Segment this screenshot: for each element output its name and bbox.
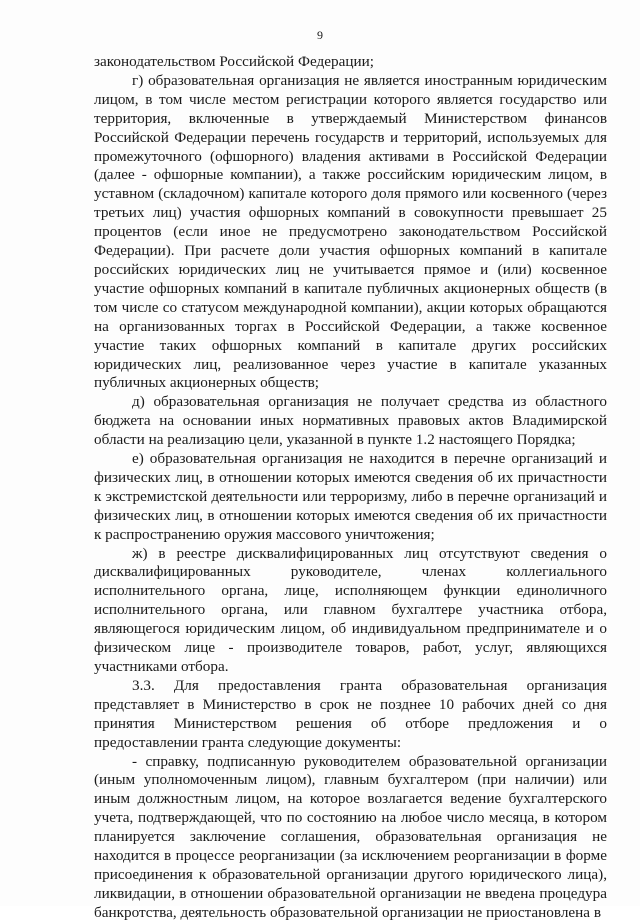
paragraph-d: д) образовательная организация не получает средства из областного бюджета на основании иных нормативных правовых актов Владимирской области на реализацию цели, указанной в пункте 1.2 настоящего Порядка; bbox=[94, 393, 607, 449]
paragraph-3-3: 3.3. Для предоставления гранта образовательная организация представляет в Министерство в срок не позднее 10 рабочих дней со дня принятия Министерством решения об отборе предложения и о предоставлении гранта следующие документы: bbox=[94, 676, 607, 751]
page-number: 9 bbox=[317, 28, 323, 42]
paragraph-intro: законодательством Российской Федерации; bbox=[94, 53, 374, 70]
paragraph-g: г) образовательная организация не является иностранным юридическим лицом, в том числе местом регистрации которого является государство или территория, включенные в утверждаемый Министерством финансов Российской Федерации перечень государств и территорий, используемых для промежуточного (офшорного) владения активами в Российской Федерации (далее - офшорные компании), а также российским юридическим лицом, в уставном (складочном) капитале которого доля прямого или косвенного (через третьих лиц) участия офшорных компаний в совокупности превышает 25 процентов (если иное не предусмотрено законодательством Российской Федерации). При расчете доли участия офшорных компаний в капитале российских юридических лиц не учитывается прямое и (или) косвенное участие офшорных компаний в капитале публичных акционерных обществ (в том числе со статусом международной компании), акции которых обращаются на организованных торгах в Российской Федерации, а также косвенное участие таких офшорных компаний в капитале других российских юридических лиц, реализованное через участие в капитале указанных публичных акционерных обществ; bbox=[94, 71, 607, 392]
paragraph-e: е) образовательная организация не находится в перечне организаций и физических лиц, в отношении которых имеются сведения об их причастности к экстремистской деятельности или терроризму, либо в перечне организаций и физических лиц, в отношении которых имеются сведения об их причастности к распространению оружия массового уничтожения; bbox=[94, 450, 607, 543]
document-body bbox=[94, 53, 607, 923]
paragraph-zh: ж) в реестре дисквалифицированных лиц отсутствуют сведения о дисквалифицированных руководителе, членах коллегиального исполнительного органа, лице, исполняющем функции единоличного исполнительного органа, или главном бухгалтере участника отбора, являющегося юридическим лицом, об индивидуальном предпринимателе и о физическом лице - производителе товаров, работ, услуг, являющихся участниками отбора. bbox=[94, 544, 607, 675]
paragraph-spravka: - справку, подписанную руководителем образовательной организации (иным уполномоченным лицом), главным бухгалтером (при наличии) или иным должностным лицом, на которое возлагается ведение бухгалтерского учета, подтверждающей, что по состоянию на любое число месяца, в котором планируется заключение соглашения, образовательная организация не находится в процессе реорганизации (за исключением реорганизации в форме присоединения к образовательной организации другого юридического лица), ликвидации, в отношении образовательной организации не введена процедура банкротства, деятельность образовательной организации не приостановлена в bbox=[94, 752, 607, 921]
